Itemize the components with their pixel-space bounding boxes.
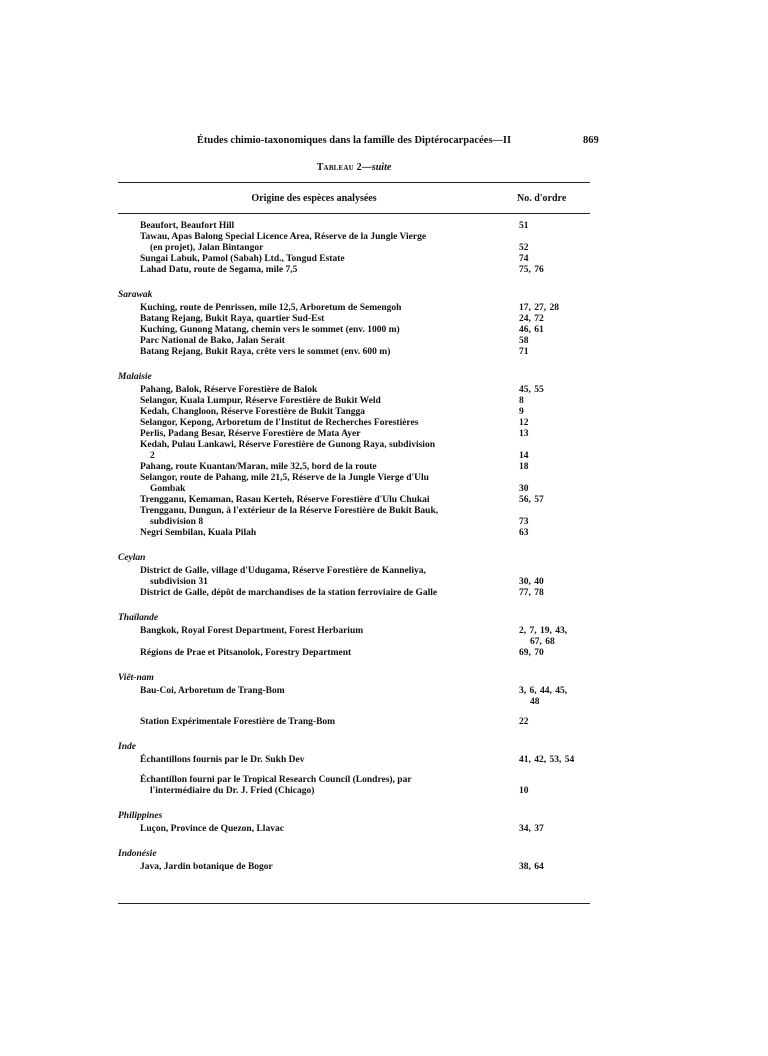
- origin-text: Bau-Coi, Arboretum de Trang-Bom: [140, 686, 285, 696]
- number-text: 46, 61: [519, 325, 544, 335]
- origin-cell: [140, 528, 502, 539]
- origin-cell: [140, 506, 502, 528]
- origin-cell: [140, 462, 502, 473]
- origin-text: Lahad Datu, route de Segama, mile 7,5: [140, 265, 298, 275]
- region-heading: Sarawak: [118, 290, 153, 300]
- number-cell: [519, 440, 590, 462]
- region-section: [118, 289, 590, 358]
- origin-cell: [140, 824, 502, 835]
- origin-text: Kuching, route de Penrissen, mile 12,5, Arboretum de Semengoh: [140, 303, 402, 313]
- region-heading: Philippines: [118, 811, 163, 821]
- number-text: 74: [519, 254, 529, 264]
- origin-cell: [140, 440, 502, 462]
- table-row: [118, 775, 590, 797]
- region-section: [118, 810, 590, 835]
- origin-cell: [140, 221, 502, 232]
- table-row: [118, 686, 590, 708]
- column-header-origin: Origine des espèces analysées: [251, 193, 377, 204]
- number-text: 24, 72: [519, 314, 544, 324]
- origin-text: Régions de Prae et Pitsanolok, Forestry Department: [140, 648, 352, 658]
- table-row: [118, 418, 590, 429]
- number-cell: [519, 775, 590, 797]
- origin-text: Gombak: [150, 484, 186, 494]
- table-body: [118, 221, 590, 886]
- region-section: [118, 848, 590, 873]
- number-cell: [519, 566, 590, 588]
- number-text: 52: [519, 243, 529, 253]
- number-text: 56, 57: [519, 495, 544, 505]
- region-section: [118, 612, 590, 659]
- origin-text: l'intermédiaire du Dr. J. Fried (Chicago): [150, 786, 315, 796]
- region-section: [118, 741, 590, 797]
- origin-text: Station Expérimentale Forestière de Trang-Bom: [140, 717, 336, 727]
- region-heading: Indonésie: [118, 849, 157, 859]
- number-text: [519, 440, 590, 451]
- origin-cell: [140, 325, 502, 336]
- table-header-rule: [118, 213, 590, 214]
- origin-text: Kedah, Pulau Lankawi, Réserve Forestière de Gunong Raya, subdivision: [140, 440, 435, 450]
- table-row: [118, 473, 590, 495]
- origin-text: Java, Jardin botanique de Bogor: [140, 862, 273, 872]
- number-cell: [519, 626, 590, 648]
- table-row: [118, 336, 590, 347]
- table-row: [118, 385, 590, 396]
- table-row: [118, 325, 590, 336]
- number-cell: [519, 265, 590, 276]
- number-text: 71: [519, 347, 529, 357]
- table-row: [118, 862, 590, 873]
- number-text: 63: [519, 528, 529, 538]
- number-text: 77, 78: [519, 588, 544, 598]
- origin-text: subdivision 31: [150, 577, 208, 587]
- table-row: [118, 265, 590, 276]
- origin-cell: [140, 265, 502, 276]
- number-cell: [519, 385, 590, 396]
- table-row: [118, 254, 590, 265]
- page-number: 869: [583, 135, 599, 146]
- table-row: [118, 588, 590, 599]
- origin-text: Negri Sembilan, Kuala Pilah: [140, 528, 257, 538]
- origin-cell: [140, 626, 502, 648]
- number-cell: [519, 303, 590, 314]
- origin-cell: [140, 588, 502, 599]
- number-text: 9: [519, 407, 524, 417]
- number-text: 18: [519, 462, 529, 472]
- region-heading: Viêt-nam: [118, 673, 154, 683]
- number-text: 2, 7, 19, 43,: [519, 626, 568, 636]
- number-cell: [519, 396, 590, 407]
- origin-cell: [140, 314, 502, 325]
- number-text: [519, 473, 590, 484]
- origin-text: Trengganu, Dungun, à l'extérieur de la Réserve Forestière de Bukit Bauk,: [140, 506, 439, 516]
- number-cell: [519, 325, 590, 336]
- origin-text: Sungai Labuk, Pamol (Sabah) Ltd., Tongud Estate: [140, 254, 345, 264]
- region-heading: Thaïlande: [118, 613, 159, 623]
- number-cell: [519, 254, 590, 265]
- region-section: [118, 552, 590, 599]
- origin-cell: [140, 566, 502, 588]
- table-title-suffix: —suite: [361, 162, 392, 173]
- origin-text: Luçon, Province de Quezon, Llavac: [140, 824, 284, 834]
- origin-text: Pahang, route Kuantan/Maran, mile 32,5, bord de la route: [140, 462, 377, 472]
- origin-cell: [140, 232, 502, 254]
- number-text: [519, 232, 590, 243]
- table-row: [118, 347, 590, 358]
- origin-text: District de Galle, dépôt de marchandises de la station ferroviaire de Galle: [140, 588, 438, 598]
- origin-text: District de Galle, village d'Udugama, Réserve Forestière de Kanneliya,: [140, 566, 426, 576]
- origin-cell: [140, 648, 502, 659]
- number-text: 58: [519, 336, 529, 346]
- origin-text: (en projet), Jalan Bintangor: [150, 243, 264, 253]
- number-text: 48: [530, 697, 540, 707]
- region-heading: Ceylan: [118, 553, 146, 563]
- table-top-rule: [118, 182, 590, 183]
- number-text: 51: [519, 221, 529, 231]
- origin-text: Beaufort, Beaufort Hill: [140, 221, 235, 231]
- origin-cell: [140, 717, 502, 728]
- number-text: 12: [519, 418, 529, 428]
- table-row: [118, 314, 590, 325]
- number-cell: [519, 528, 590, 539]
- table-row: [118, 506, 590, 528]
- table-row: [118, 440, 590, 462]
- region-heading: Malaisie: [118, 372, 152, 382]
- number-cell: [519, 473, 590, 495]
- table-row: [118, 648, 590, 659]
- number-text: [519, 506, 590, 517]
- number-text: 14: [519, 451, 529, 461]
- number-cell: [519, 506, 590, 528]
- number-text: [519, 566, 590, 577]
- origin-text: Selangor, Kepong, Arboretum de l'Institut de Recherches Forestières: [140, 418, 419, 428]
- origin-cell: [140, 385, 502, 396]
- region-section: [118, 221, 590, 276]
- number-cell: [519, 755, 590, 766]
- table-title-label: Tableau 2: [316, 162, 362, 173]
- origin-cell: [140, 336, 502, 347]
- table-row: [118, 626, 590, 648]
- origin-text: Tawau, Apas Balong Special Licence Area, Réserve de la Jungle Vierge: [140, 232, 427, 242]
- origin-text: Échantillons fournis par le Dr. Sukh Dev: [140, 755, 305, 765]
- number-cell: [519, 648, 590, 659]
- number-text: 8: [519, 396, 524, 406]
- number-cell: [519, 686, 590, 708]
- table-row: [118, 462, 590, 473]
- number-cell: [519, 495, 590, 506]
- table-row: [118, 717, 590, 728]
- column-header-number: No. d'ordre: [517, 193, 567, 204]
- table-row: [118, 495, 590, 506]
- origin-cell: [140, 429, 502, 440]
- origin-cell: [140, 418, 502, 429]
- number-text: 67, 68: [530, 637, 555, 647]
- number-text: [519, 775, 590, 786]
- table-row: [118, 528, 590, 539]
- origin-text: Parc National de Bako, Jalan Serait: [140, 336, 285, 346]
- number-cell: [519, 862, 590, 873]
- number-cell: [519, 407, 590, 418]
- origin-text: Échantillon fourni par le Tropical Research Council (Londres), par: [140, 775, 412, 785]
- origin-text: subdivision 8: [150, 517, 204, 527]
- table-title: [118, 162, 590, 173]
- number-cell: [519, 588, 590, 599]
- table-row: [118, 303, 590, 314]
- number-text: 69, 70: [519, 648, 544, 658]
- number-cell: [519, 314, 590, 325]
- number-text: 38, 64: [519, 862, 544, 872]
- origin-cell: [140, 254, 502, 265]
- origin-text: Selangor, Kuala Lumpur, Réserve Forestière de Bukit Weld: [140, 396, 381, 406]
- origin-cell: [140, 862, 502, 873]
- region-heading: Inde: [118, 742, 136, 752]
- number-cell: [519, 462, 590, 473]
- number-text: 34, 37: [519, 824, 544, 834]
- number-text: 41, 42, 53, 54: [519, 755, 575, 765]
- table-row: [118, 824, 590, 835]
- number-text: 10: [519, 786, 529, 796]
- origin-text: Batang Rejang, Bukit Raya, quartier Sud-Est: [140, 314, 325, 324]
- number-text: 30, 40: [519, 577, 544, 587]
- origin-cell: [140, 396, 502, 407]
- origin-cell: [140, 473, 502, 495]
- number-text: 13: [519, 429, 529, 439]
- table-row: [118, 221, 590, 232]
- origin-text: 2: [150, 451, 155, 461]
- region-section: [118, 371, 590, 539]
- origin-text: Perlis, Padang Besar, Réserve Forestière de Mata Ayer: [140, 429, 361, 439]
- number-cell: [519, 824, 590, 835]
- number-cell: [519, 221, 590, 232]
- number-text: 45, 55: [519, 385, 544, 395]
- running-title: Études chimio-taxonomiques dans la famille des Diptérocarpacées—II: [196, 135, 512, 146]
- number-text: 75, 76: [519, 265, 544, 275]
- number-text: 22: [519, 717, 529, 727]
- table-row: [118, 566, 590, 588]
- number-cell: [519, 232, 590, 254]
- number-text: 30: [519, 484, 529, 494]
- table-row: [118, 755, 590, 766]
- number-text: 73: [519, 517, 529, 527]
- number-cell: [519, 347, 590, 358]
- origin-cell: [140, 407, 502, 418]
- origin-text: Kedah, Changloon, Réserve Forestière de Bukit Tangga: [140, 407, 366, 417]
- origin-text: Batang Rejang, Bukit Raya, crête vers le sommet (env. 600 m): [140, 347, 391, 357]
- number-cell: [519, 336, 590, 347]
- origin-cell: [140, 755, 502, 766]
- origin-cell: [140, 686, 502, 708]
- origin-text: Kuching, Gunong Matang, chemin vers le sommet (env. 1000 m): [140, 325, 400, 335]
- origin-cell: [140, 495, 502, 506]
- table-row: [118, 407, 590, 418]
- number-text: 17, 27, 28: [519, 303, 559, 313]
- table-row: [118, 396, 590, 407]
- origin-text: Pahang, Balok, Réserve Forestière de Balok: [140, 385, 318, 395]
- origin-cell: [140, 303, 502, 314]
- number-cell: [519, 418, 590, 429]
- table-row: [118, 429, 590, 440]
- number-text: 3, 6, 44, 45,: [519, 686, 568, 696]
- origin-text: Bangkok, Royal Forest Department, Forest Herbarium: [140, 626, 364, 636]
- origin-text: Trengganu, Kemaman, Rasau Kerteh, Réserve Forestière d'Ulu Chukai: [140, 495, 430, 505]
- table-bottom-rule: [118, 903, 590, 904]
- number-cell: [519, 717, 590, 728]
- table-row: [118, 232, 590, 254]
- region-section: [118, 672, 590, 728]
- origin-cell: [140, 775, 502, 797]
- origin-cell: [140, 347, 502, 358]
- number-cell: [519, 429, 590, 440]
- origin-text: Selangor, route de Pahang, mile 21,5, Réserve de la Jungle Vierge d'Ulu: [140, 473, 429, 483]
